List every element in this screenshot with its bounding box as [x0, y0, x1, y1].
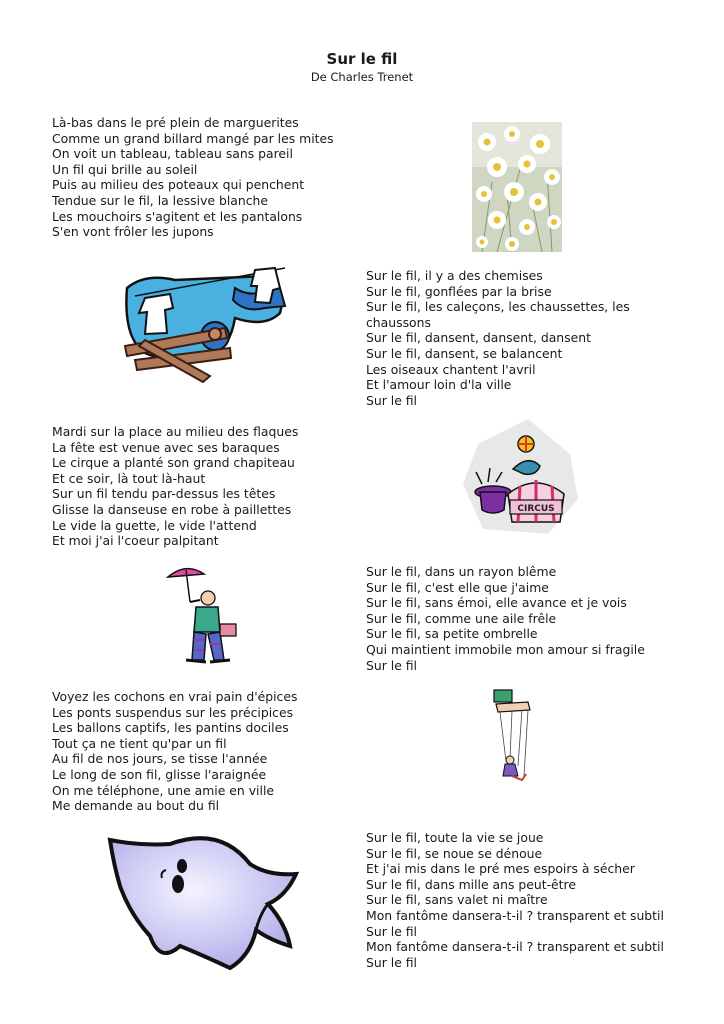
verse-line: Sur le fil, les caleçons, les chaussettes, les	[366, 299, 630, 315]
verse-line: Glisse la danseuse en robe à paillettes	[52, 501, 292, 517]
verse-line: Sur le fil	[366, 657, 418, 673]
verse-line: Sur le fil, c'est elle que j'aime	[366, 579, 549, 595]
verse-line: Les ballons captifs, les pantins dociles	[52, 720, 289, 736]
verse-line: Sur le fil, sans émoi, elle avance et je vois	[366, 595, 627, 611]
verse-line: Mon fantôme dansera-t-il ? transparent et subtil	[366, 907, 664, 923]
verse-line: Mon fantôme dansera-t-il ? transparent et subtil	[366, 939, 664, 955]
verse-line: Et j'ai mis dans le pré mes espoirs à sécher	[366, 861, 635, 877]
verse-line: Les mouchoirs s'agitent et les pantalons	[52, 208, 303, 224]
verse-line: Là-bas dans le pré plein de marguerites	[52, 115, 299, 130]
verse-line: Sur le fil, dansent, se balancent	[366, 345, 563, 361]
verse-line: Sur le fil	[366, 923, 418, 939]
verse-line: chaussons	[366, 314, 431, 330]
daisies-image	[472, 122, 562, 252]
ghost-clipart	[100, 826, 302, 971]
verse-line: Sur le fil	[366, 392, 418, 408]
verse-line: On voit un tableau, tableau sans pareil	[52, 146, 293, 162]
verse-line: Sur le fil, sa petite ombrelle	[366, 626, 538, 642]
puppet-clipart	[488, 686, 538, 786]
stanza-4	[366, 564, 645, 673]
verse-line: Et ce soir, là tout là-haut	[52, 470, 206, 486]
verse-line: La fête est venue avec ses baraques	[52, 439, 280, 455]
verse-line: Le vide la guette, le vide l'attend	[52, 517, 257, 533]
verse-line: Sur le fil, gonflées par la brise	[366, 283, 552, 299]
verse-line: Me demande au bout du fil	[52, 798, 220, 814]
verse-line: Tout ça ne tient qu'par un fil	[52, 735, 227, 751]
verse-line: Qui maintient immobile mon amour si fragile	[366, 641, 645, 657]
verse-line: On me téléphone, une amie en ville	[52, 782, 275, 798]
verse-line: Sur le fil, dans un rayon blême	[366, 564, 557, 579]
verse-line: Sur le fil, toute la vie se joue	[366, 830, 544, 845]
verse-line: Un fil qui brille au soleil	[52, 161, 198, 177]
verse-line: Sur le fil, comme une aile frêle	[366, 610, 557, 626]
laundry-clipart	[115, 258, 295, 383]
verse-line: Sur le fil	[366, 954, 418, 970]
verse-line: Sur le fil, sans valet ni maître	[366, 892, 548, 908]
verse-line: Voyez les cochons en vrai pain d'épices	[52, 689, 298, 704]
umbrella-man-clipart	[158, 562, 248, 667]
stanza-1	[52, 115, 334, 240]
verse-line: Les oiseaux chantent l'avril	[366, 361, 536, 377]
verse-line: Mardi sur la place au milieu des flaques	[52, 424, 299, 439]
verse-line: Sur le fil, il y a des chemises	[366, 268, 543, 283]
stanza-3	[52, 424, 298, 549]
stanza-6	[366, 830, 664, 970]
verse-line: S'en vont frôler les jupons	[52, 224, 214, 240]
stanza-2	[366, 268, 630, 408]
verse-line: Le long de son fil, glisse l'araignée	[52, 766, 267, 782]
stanza-5	[52, 689, 297, 814]
poem-title: Sur le fil	[326, 50, 398, 68]
verse-line: Au fil de nos jours, se tisse l'année	[52, 751, 268, 767]
verse-line: Sur un fil tendu par-dessus les têtes	[52, 486, 276, 502]
verse-line: Sur le fil, dansent, dansent, dansent	[366, 330, 591, 346]
poem-author: De Charles Trenet	[310, 70, 414, 84]
circus-clipart	[458, 414, 583, 539]
verse-line: Et moi j'ai l'coeur palpitant	[52, 533, 219, 549]
circus-sign-label: CIRCUS	[517, 504, 555, 514]
verse-line: Sur le fil, se noue se dénoue	[366, 845, 543, 861]
verse-line: Le cirque a planté son grand chapiteau	[52, 455, 295, 471]
verse-line: Sur le fil, dans mille ans peut-être	[366, 876, 576, 892]
verse-line: Et l'amour loin d'la ville	[366, 377, 512, 393]
verse-line: Comme un grand billard mangé par les mites	[52, 130, 334, 146]
verse-line: Les ponts suspendus sur les précipices	[52, 704, 294, 720]
verse-line: Puis au milieu des poteaux qui penchent	[52, 177, 305, 193]
verse-line: Tendue sur le fil, la lessive blanche	[52, 192, 269, 208]
